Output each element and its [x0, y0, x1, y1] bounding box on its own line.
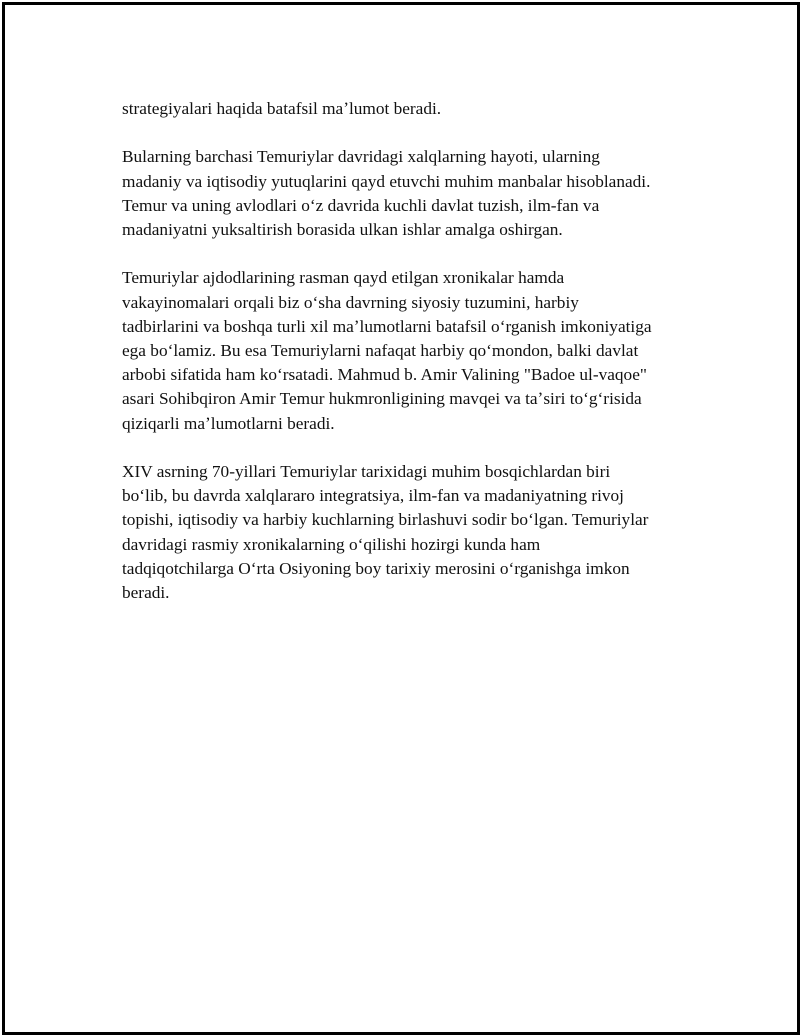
text-line: madaniy va iqtisodiy yutuqlarini qayd etuvchi muhim manbalar hisoblanadi.	[122, 171, 651, 191]
text-line: strategiyalari haqida batafsil maʼlumot beradi.	[122, 99, 442, 118]
text-line: asari Sohibqiron Amir Temur hukmronligining mavqei va taʼsiri toʻgʻrisida	[122, 389, 642, 409]
paragraph-1	[122, 97, 702, 121]
text-line: vakayinomalari orqali biz oʻsha davrning siyosiy tuzumini, harbiy	[122, 292, 579, 312]
text-line: Temur va uning avlodlari oʻz davrida kuchli davlat tuzish, ilm-fan va	[122, 195, 600, 215]
text-line: qiziqarli maʼlumotlarni beradi.	[122, 413, 335, 433]
paragraph-2	[122, 145, 702, 242]
document-body	[122, 97, 702, 629]
text-line: madaniyatni yuksaltirish borasida ulkan ishlar amalga oshirgan.	[122, 220, 563, 239]
text-line: davridagi rasmiy xronikalarning oʻqilishi hozirgi kunda ham	[122, 534, 541, 554]
text-line: arbobi sifatida ham koʻrsatadi. Mahmud b. Amir Valining "Badoe ul-vaqoe"	[122, 365, 647, 385]
text-line: XIV asrning 70-yillari Temuriylar tarixidagi muhim bosqichlardan biri	[122, 462, 611, 481]
paragraph-3	[122, 266, 702, 435]
text-line: tadbirlarini va boshqa turli xil maʼlumotlarni batafsil oʻrganish imkoniyatiga	[122, 316, 652, 336]
text-line: boʻlib, bu davrda xalqlararo integratsiya, ilm-fan va madaniyatning rivoj	[122, 486, 624, 506]
text-line: ega boʻlamiz. Bu esa Temuriylarni nafaqat harbiy qoʻmondon, balki davlat	[122, 341, 639, 360]
text-line: Bularning barchasi Temuriylar davridagi xalqlarning hayoti, ularning	[122, 147, 600, 167]
text-line: beradi.	[122, 583, 170, 603]
paragraph-4	[122, 460, 702, 605]
text-line: Temuriylar ajdodlarining rasman qayd etilgan xronikalar hamda	[122, 268, 565, 288]
page-frame	[2, 2, 800, 1035]
text-line: topishi, iqtisodiy va harbiy kuchlarning birlashuvi sodir boʻlgan. Temuriylar	[122, 510, 649, 530]
text-line: tadqiqotchilarga Oʻrta Osiyoning boy tarixiy merosini oʻrganishga imkon	[122, 558, 630, 578]
